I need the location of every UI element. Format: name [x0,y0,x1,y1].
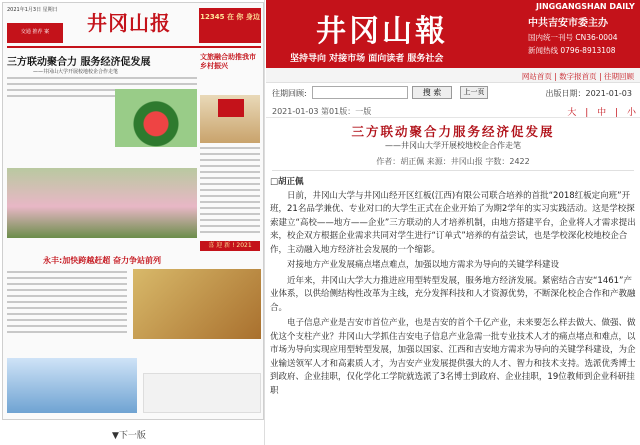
nav-separator: | [554,72,557,81]
font-small-button[interactable]: 小 [626,108,636,118]
breadcrumb-row [266,103,640,118]
triangle-down-icon: ▼ [112,431,119,441]
breadcrumb: 2021-01-03 第01版：一版 [272,107,372,116]
masthead-slogan: 坚持导向 对接市场 面向读者 服务社会 [290,54,444,64]
next-page-link[interactable] [112,428,146,441]
article-author: □胡正佩 [270,177,304,187]
nav-separator: | [599,72,602,81]
thumb-ad-city[interactable] [7,358,137,413]
article-panel [266,0,640,445]
thumb-masthead: 井冈山报 [87,11,171,35]
thumb-side-headline[interactable]: 文旅融合助推我市乡村振兴 [200,53,256,70]
font-separator: | [585,108,589,118]
article-subtitle: ——井冈山大学开展校地校企合作走笔 [385,141,521,150]
thumb-headline[interactable]: 三方联动聚合力 服务经济促发展 [7,57,151,68]
masthead [266,0,640,68]
next-page-label: 下一版 [118,431,146,441]
article-subheading: 对接地方产业发展痛点堵点难点，加强以地方需求为导向的关键学科建设 [287,260,560,270]
search-bar [266,84,640,102]
page-thumbnail[interactable] [2,2,264,420]
thumb-rule [7,46,261,48]
font-separator: | [615,108,619,118]
nav-link-archive[interactable]: 往期回顾 [604,72,634,81]
font-large-button[interactable]: 大 [567,108,577,118]
masthead-hotline: 新闻热线 0796-8913108 [528,46,616,55]
thumb-red-banner: 喜 迎 新 ! 2021 [200,241,260,251]
archive-date-input[interactable] [312,86,408,99]
masthead-english: JINGGANGSHAN DAILY [536,2,635,11]
article-body [270,176,636,400]
thumb-photo-flower[interactable] [115,89,197,147]
masthead-title: 井冈山報 [316,14,448,49]
font-size-controls [561,105,636,118]
nav-link-epaper-home[interactable]: 数字报首页 [559,72,597,81]
thumb-red-headline[interactable]: 永丰:加快跨越赶超 奋力争站前列 [43,256,161,265]
font-medium-button[interactable]: 中 [597,108,607,118]
masthead-org: 中共吉安市委主办 [528,18,608,29]
article-paragraph: 近年来，井冈山大学大力推进应用型转型发展，服务地方经济发展。紧密结合吉安“1461”产业体系，以供给侧结构性改革为主线，充分发挥科技和人才资源优势，不断深化校企合作和产教融合。 [270,275,636,313]
thumb-ad-left[interactable]: 交通 推荐 案 [7,23,63,43]
thumb-dateline: 2021年1月3日 星期日 [7,7,58,13]
nav-links [522,71,634,82]
nav-strip [266,68,640,83]
prev-page-button[interactable]: 上一页 [460,86,488,99]
masthead-cn-number: 国内统一刊号 CN36-0004 [528,33,618,42]
article-paragraph: 日前，井冈山大学与井冈山经开区红板(江西)有限公司联合培养的首批“2018红板定向班”开班，21名品学兼优、专业对口的大学生正式在企业开始了为期2学年的实习实践活动。这是学校探索建立“高校——地方——企业”三方联动的人才培养机制，由地方搭建平台，企业将人才需求提出来，校企双方根据企业需求共同对学生进行“订单式”培养的有益尝试，也是学校深化校地校企合作，主动融入地方经济社会发展的一个缩影。 [270,190,636,255]
thumb-ad-right[interactable]: 12345 在 你 身边 [199,8,261,43]
article-title: 三方联动聚合力服务经济促发展 [351,124,555,139]
thumb-photo-flag[interactable] [200,95,260,143]
nav-link-home[interactable]: 网站首页 [521,72,552,81]
thumb-side-text [200,147,260,237]
thumb-photo-harvest[interactable] [133,269,261,339]
divider [272,170,634,171]
page-thumbnail-panel [0,0,265,445]
search-label: 往期回顾: [272,89,307,98]
publish-date: 出版日期：2021-01-03 [545,89,632,98]
article-paragraph: 电子信息产业是吉安市首位产业，也是吉安的首个千亿产业，未来要怎么样去做大、做强、做优这个支柱产业？井冈山大学抓住吉安电子信息产业急需一批专业技术人才的痛点堵点和难点，以市场为导向实现应用型转型发展，加强以国家、江西和吉安地方需求为导向的关键学科建设，为企业输送领军人才和高素质人才，为吉安产业发展提供强大的人才、智力和技术支持。选派优秀博士到政府、企业挂职，仅化学化工学院就选派了3名博士到政府、企业挂职，19位教师到企业科研挂职 [270,318,636,396]
thumb-ad-notice[interactable] [143,373,261,413]
thumb-photo-blossom[interactable] [7,168,197,238]
thumb-text-block-2 [7,271,127,337]
article-meta: 作者：胡正佩 来源：井冈山报 字数：2422 [376,157,530,166]
search-button[interactable]: 搜 索 [412,86,452,99]
thumb-subheadline: ——井冈山大学开展校地校企合作走笔 [33,69,119,75]
